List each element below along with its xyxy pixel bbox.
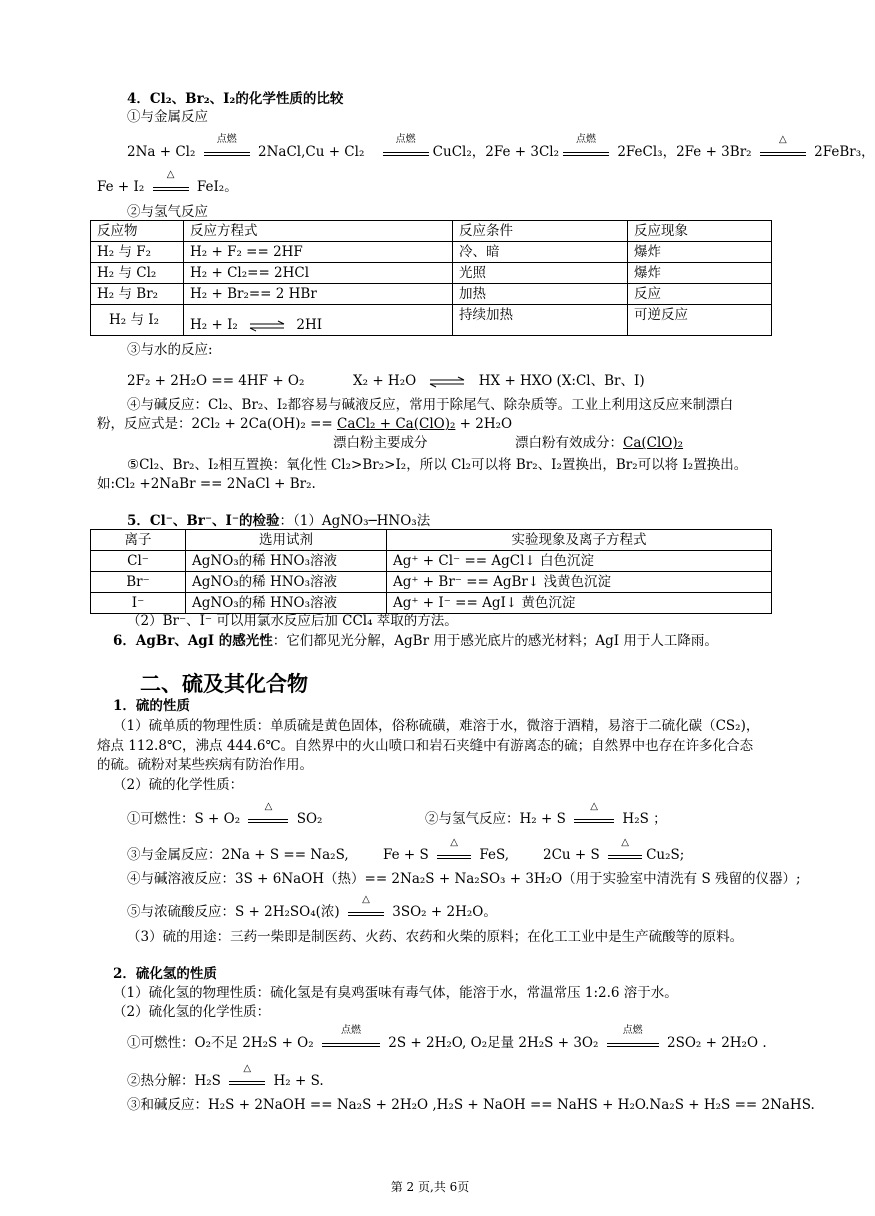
sulfur-metal-c: 2Cu + S △ Cu₂S; bbox=[543, 836, 685, 863]
equals-sign-heat: △ bbox=[608, 847, 642, 865]
reversible-arrow-icon bbox=[248, 320, 286, 332]
hydrogen-reaction-title: ②与氢气反应 bbox=[127, 204, 208, 220]
water-reaction-a: 2F₂ + 2H₂O == 4HF + O₂ bbox=[127, 373, 305, 389]
sulfur-hydrogen: ②与氢气反应：H₂ + S △ H₂S ； bbox=[425, 800, 667, 827]
reversible-arrow-icon bbox=[426, 376, 468, 388]
table-header-row: 反应物 反应方程式 反应条件 反应现象 bbox=[91, 221, 772, 242]
displacement-line-2: 如:Cl₂ +2NaBr == 2NaCl + Br₂. bbox=[97, 476, 316, 492]
section-4-heading: 4．Cl₂、Br₂、I₂的化学性质的比较 bbox=[127, 91, 344, 107]
metal-reaction-line-1: 2Na + Cl₂ 点燃 2NaCl,Cu + Cl₂ 点燃 CuCl₂，2Fe + 3Cl₂ 点燃 2FeCl₃，2Fe + 3Br₂ △ 2FeBr₃， bbox=[127, 133, 875, 160]
section-6: 6．AgBr、AgI 的感光性：它们都见光分解，AgBr 用于感光底片的感光材料；AgI 用于人工降雨。 bbox=[113, 633, 718, 649]
equals-sign-ignite: 点燃 bbox=[563, 144, 609, 162]
metal-reaction-title: ①与金属反应 bbox=[127, 109, 208, 125]
halide-test-table bbox=[90, 529, 772, 614]
equals-sign-ignite: 点燃 bbox=[322, 1035, 380, 1053]
sulfur-physical-line-1: （1）硫单质的物理性质：单质硫是黄色固体，俗称硫磺，难溶于水，微溶于酒精，易溶于二硫化碳（CS₂)， bbox=[113, 718, 760, 734]
water-reaction-b: X₂ + H₂O HX + HXO (X:Cl、Br、I) bbox=[353, 373, 645, 389]
h2s-heading: 2．硫化氢的性质 bbox=[113, 966, 217, 982]
sulfur-metal-a: ③与金属反应：2Na + S == Na₂S, bbox=[127, 847, 349, 863]
equals-sign-heat: △ bbox=[153, 179, 189, 197]
h2s-physical: （1）硫化氢的物理性质：硫化氢是有臭鸡蛋味有毒气体，能溶于水，常温常压 1:2.6 溶于水。 bbox=[113, 985, 678, 1001]
sulfur-chapter-title: 二、硫及其化合物 bbox=[140, 672, 308, 696]
table-row: I⁻ AgNO₃的稀 HNO₃溶液 Ag⁺ + I⁻ == AgI↓ 黄色沉淀 bbox=[91, 593, 772, 614]
equals-sign-ignite: 点燃 bbox=[607, 1035, 659, 1053]
sulfur-burn: ①可燃性：S + O₂ △ SO₂ bbox=[127, 800, 323, 827]
page-number-footer: 第 2 页,共 6页 bbox=[390, 1180, 470, 1194]
h2s-heat: ②热分解：H₂S △ H₂ + S. bbox=[127, 1062, 324, 1089]
sulfur-properties-heading: 1．硫的性质 bbox=[113, 698, 190, 714]
h2s-burn: ①可燃性：O₂不足 2H₂S + O₂ 点燃 2S + 2H₂O, O₂足量 2H₂S + 3O₂ 点燃 2SO₂ + 2H₂O . bbox=[127, 1024, 767, 1051]
sulfur-chemical-title: （2）硫的化学性质： bbox=[113, 777, 244, 793]
table-row: H₂ 与 F₂ H₂ + F₂ == 2HF 冷、暗 爆炸 bbox=[91, 242, 772, 263]
table-row: Cl⁻ AgNO₃的稀 HNO₃溶液 Ag⁺ + Cl⁻ == AgCl↓ 白色沉淀 bbox=[91, 551, 772, 572]
table-row: Br⁻ AgNO₃的稀 HNO₃溶液 Ag⁺ + Br⁻ == AgBr↓ 浅黄色沉淀 bbox=[91, 572, 772, 593]
equals-sign-ignite: 点燃 bbox=[204, 144, 250, 162]
sulfur-metal-b: Fe + S △ FeS, bbox=[383, 836, 510, 863]
displacement-line-1: ⑤Cl₂、Br₂、I₂相互置换：氧化性 Cl₂>Br₂>I₂，所以 Cl₂可以将 Br₂、I₂置换出，Br₂可以将 I₂置换出。 bbox=[127, 457, 748, 473]
table-row: H₂ 与 Cl₂ H₂ + Cl₂== 2HCl 光照 爆炸 bbox=[91, 263, 772, 284]
sulfur-physical-line-2: 熔点 112.8℃，沸点 444.6℃。自然界中的火山喷口和岩石夹缝中有游离态的硫；自然界中也存在许多化合态 bbox=[97, 738, 754, 754]
bleach-main-label: 漂白粉主要成分 bbox=[333, 435, 428, 451]
equals-sign-heat: △ bbox=[348, 904, 384, 922]
h2s-chemical-title: （2）硫化氢的化学性质： bbox=[113, 1004, 271, 1020]
bleach-active-label: 漂白粉有效成分：Ca(ClO)₂ bbox=[515, 435, 684, 451]
metal-reaction-line-2: Fe + I₂ △ FeI₂。 bbox=[97, 168, 238, 195]
sulfur-physical-line-3: 的硫。硫粉对某些疾病有防治作用。 bbox=[97, 757, 313, 773]
hydrogen-reaction-table bbox=[90, 220, 772, 336]
equals-sign-ignite: 点燃 bbox=[383, 144, 429, 162]
equals-sign-heat: △ bbox=[760, 144, 806, 162]
sulfur-use: （3）硫的用途：三药一柴即是制医药、火药、农药和火柴的原料；在化工工业中是生产硫酸等的原料。 bbox=[127, 929, 744, 945]
h2s-base: ③和碱反应：H₂S + 2NaOH == Na₂S + 2H₂O ,H₂S + NaOH == NaHS + H₂O.Na₂S + H₂S == 2NaHS. bbox=[127, 1097, 815, 1113]
halide-method-2: （2）Br⁻、I⁻ 可以用氯水反应后加 CCl₄ 萃取的方法。 bbox=[127, 613, 458, 629]
water-reaction-title: ③与水的反应: bbox=[127, 342, 213, 358]
sulfur-acid: ⑤与浓硫酸反应：S + 2H₂SO₄(浓) △ 3SO₂ + 2H₂O。 bbox=[127, 893, 497, 920]
base-reaction-line-2: 粉，反应式是：2Cl₂ + 2Ca(OH)₂ == CaCl₂ + Ca(ClO)₂ + 2H₂O bbox=[97, 416, 513, 432]
sulfur-alkali: ④与碱溶液反应：3S + 6NaOH（热）== 2Na₂S + Na₂SO₃ + 3H₂O（用于实验室中清洗有 S 残留的仪器）; bbox=[127, 871, 801, 887]
equals-sign-heat: △ bbox=[574, 811, 614, 829]
equals-sign-heat: △ bbox=[437, 847, 471, 865]
section-5-heading: 5．Cl⁻、Br⁻、I⁻的检验：（1）AgNO₃─HNO₃法 bbox=[127, 513, 431, 529]
equals-sign-heat: △ bbox=[248, 811, 288, 829]
equals-sign-heat: △ bbox=[229, 1073, 265, 1091]
table-row: H₂ 与 I₂ H₂ + I₂ 2HI 持续加热 可逆反应 bbox=[91, 305, 772, 336]
table-row: H₂ 与 Br₂ H₂ + Br₂== 2 HBr 加热 反应 bbox=[91, 284, 772, 305]
base-reaction-line-1: ④与碱反应：Cl₂、Br₂、I₂都容易与碱液反应，常用于除尾气、除杂质等。工业上利用这反应来制漂白 bbox=[127, 397, 734, 413]
table-header-row: 离子 选用试剂 实验现象及离子方程式 bbox=[91, 530, 772, 551]
